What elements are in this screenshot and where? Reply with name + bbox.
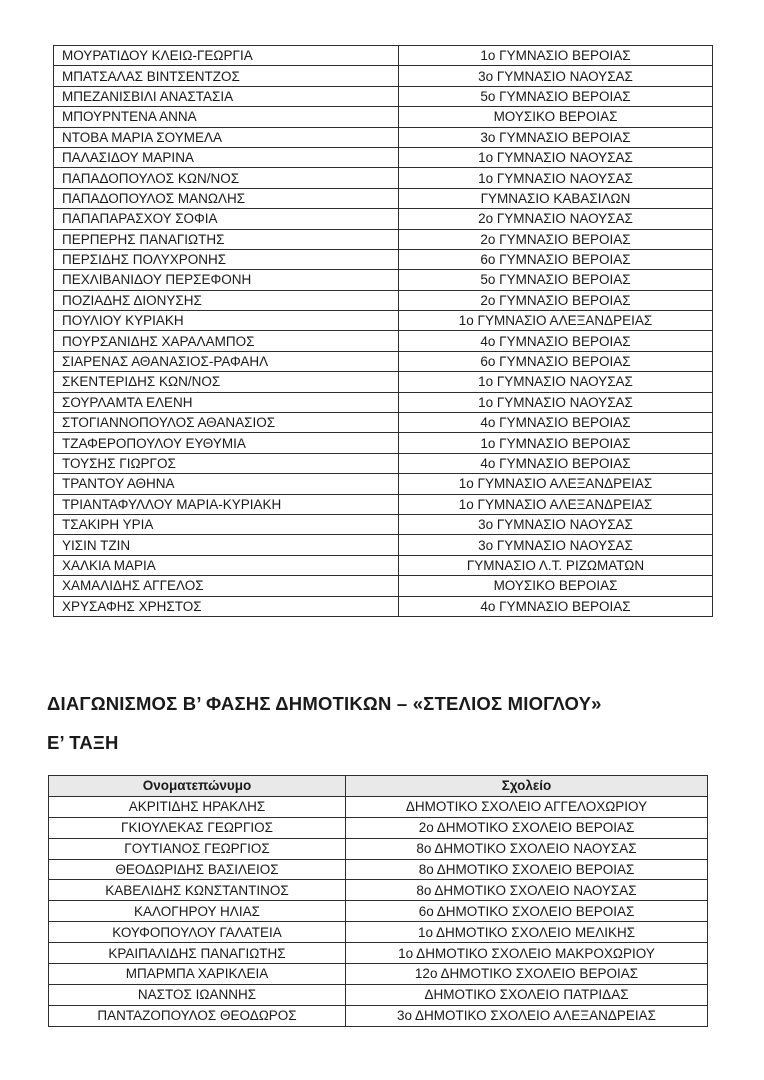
student-name-cell: ΚΡΑΙΠΑΛΙΔΗΣ ΠΑΝΑΓΙΩΤΗΣ — [49, 943, 346, 964]
table-row — [54, 474, 713, 494]
primary-school-results-table — [48, 775, 708, 1027]
gymnasium-results-table — [53, 45, 713, 617]
student-name-cell: ΜΠΕΖΑΝΙΣΒΙΛΙ ΑΝΑΣΤΑΣΙΑ — [54, 86, 399, 106]
student-name-cell: ΓΟΥΤΙΑΝΟΣ ΓΕΩΡΓΙΟΣ — [49, 838, 346, 859]
primary-table-header — [49, 776, 708, 797]
student-name-cell: ΠΑΝΤΑΖΟΠΟΥΛΟΣ ΘΕΟΔΩΡΟΣ — [49, 1005, 346, 1026]
student-name-cell: ΑΚΡΙΤΙΔΗΣ ΗΡΑΚΛΗΣ — [49, 796, 346, 817]
table-row — [54, 229, 713, 249]
table-row — [54, 433, 713, 453]
student-name-cell: ΤΡΑΝΤΟΥ ΑΘΗΝΑ — [54, 474, 399, 494]
student-name-cell: ΜΠΑΡΜΠΑ ΧΑΡΙΚΛΕΙΑ — [49, 964, 346, 985]
table-row — [49, 838, 708, 859]
student-name-cell: ΤΖΑΦΕΡΟΠΟΥΛΟΥ ΕΥΘΥΜΙΑ — [54, 433, 399, 453]
student-name-cell: ΜΠΟΥΡΝΤΕΝΑ ΑΝΝΑ — [54, 107, 399, 127]
table-row — [54, 331, 713, 351]
school-cell: 5ο ΓΥΜΝΑΣΙΟ ΒΕΡΟΙΑΣ — [399, 86, 713, 106]
table-row — [49, 859, 708, 880]
table-row — [54, 494, 713, 514]
student-name-cell: ΧΡΥΣΑΦΗΣ ΧΡΗΣΤΟΣ — [54, 596, 399, 616]
table-row — [49, 796, 708, 817]
school-cell: 8ο ΔΗΜΟΤΙΚΟ ΣΧΟΛΕΙΟ ΒΕΡΟΙΑΣ — [346, 859, 708, 880]
table-row — [54, 188, 713, 208]
header-row — [49, 776, 708, 797]
table-row — [54, 351, 713, 371]
student-name-cell: ΤΣΑΚΙΡΗ ΥΡΙΑ — [54, 514, 399, 534]
table-row — [54, 270, 713, 290]
student-name-cell: ΤΡΙΑΝΤΑΦΥΛΛΟΥ ΜΑΡΙΑ-ΚΥΡΙΑΚΗ — [54, 494, 399, 514]
student-name-cell: ΠΑΠΑΠΑΡΑΣΧΟΥ ΣΟΦΙΑ — [54, 209, 399, 229]
table-row — [54, 66, 713, 86]
table-row — [49, 880, 708, 901]
student-name-cell: ΓΚΙΟΥΛΕΚΑΣ ΓΕΩΡΓΙΟΣ — [49, 817, 346, 838]
school-cell: 1ο ΓΥΜΝΑΣΙΟ ΒΕΡΟΙΑΣ — [399, 433, 713, 453]
student-name-cell: ΠΑΛΑΣΙΔΟΥ ΜΑΡΙΝΑ — [54, 147, 399, 167]
school-cell: 4ο ΓΥΜΝΑΣΙΟ ΒΕΡΟΙΑΣ — [399, 413, 713, 433]
name-column-header: Ονοματεπώνυμο — [49, 776, 346, 797]
school-cell: 2ο ΓΥΜΝΑΣΙΟ ΝΑΟΥΣΑΣ — [399, 209, 713, 229]
student-name-cell: ΠΟΥΛΙΟΥ ΚΥΡΙΑΚΗ — [54, 311, 399, 331]
table-row — [54, 209, 713, 229]
table-row — [54, 46, 713, 66]
student-name-cell: ΣΟΥΡΛΑΜΤΑ ΕΛΕΝΗ — [54, 392, 399, 412]
primary-table-body — [49, 796, 708, 1026]
school-cell: 6ο ΓΥΜΝΑΣΙΟ ΒΕΡΟΙΑΣ — [399, 249, 713, 269]
student-name-cell: ΠΟΥΡΣΑΝΙΔΗΣ ΧΑΡΑΛΑΜΠΟΣ — [54, 331, 399, 351]
student-name-cell: ΥΙΣΙΝ ΤΖΙΝ — [54, 535, 399, 555]
table-row — [54, 311, 713, 331]
school-cell: ΔΗΜΟΤΙΚΟ ΣΧΟΛΕΙΟ ΠΑΤΡΙΔΑΣ — [346, 984, 708, 1005]
school-cell: 12ο ΔΗΜΟΤΙΚΟ ΣΧΟΛΕΙΟ ΒΕΡΟΙΑΣ — [346, 964, 708, 985]
school-cell: ΓΥΜΝΑΣΙΟ ΚΑΒΑΣΙΛΩΝ — [399, 188, 713, 208]
table-row — [49, 964, 708, 985]
student-name-cell: ΝΤΟΒΑ ΜΑΡΙΑ ΣΟΥΜΕΛΑ — [54, 127, 399, 147]
table-row — [54, 147, 713, 167]
school-cell: 3ο ΓΥΜΝΑΣΙΟ ΒΕΡΟΙΑΣ — [399, 127, 713, 147]
table-row — [54, 413, 713, 433]
student-name-cell: ΠΟΖΙΑΔΗΣ ΔΙΟΝΥΣΗΣ — [54, 290, 399, 310]
school-cell: 6ο ΓΥΜΝΑΣΙΟ ΒΕΡΟΙΑΣ — [399, 351, 713, 371]
school-cell: 1ο ΓΥΜΝΑΣΙΟ ΑΛΕΞΑΝΔΡΕΙΑΣ — [399, 474, 713, 494]
table-row — [54, 127, 713, 147]
table-row — [54, 555, 713, 575]
table-row — [54, 372, 713, 392]
student-name-cell: ΚΟΥΦΟΠΟΥΛΟΥ ΓΑΛΑΤΕΙΑ — [49, 922, 346, 943]
school-cell: 8ο ΔΗΜΟΤΙΚΟ ΣΧΟΛΕΙΟ ΝΑΟΥΣΑΣ — [346, 880, 708, 901]
table-row — [54, 514, 713, 534]
school-cell: 3ο ΓΥΜΝΑΣΙΟ ΝΑΟΥΣΑΣ — [399, 66, 713, 86]
table-row — [49, 901, 708, 922]
school-cell: 5ο ΓΥΜΝΑΣΙΟ ΒΕΡΟΙΑΣ — [399, 270, 713, 290]
school-cell: 1ο ΓΥΜΝΑΣΙΟ ΝΑΟΥΣΑΣ — [399, 147, 713, 167]
student-name-cell: ΧΑΛΚΙΑ ΜΑΡΙΑ — [54, 555, 399, 575]
school-cell: 3ο ΓΥΜΝΑΣΙΟ ΝΑΟΥΣΑΣ — [399, 514, 713, 534]
school-cell: 1ο ΔΗΜΟΤΙΚΟ ΣΧΟΛΕΙΟ ΜΑΚΡΟΧΩΡΙΟΥ — [346, 943, 708, 964]
table-row — [54, 576, 713, 596]
student-name-cell: ΣΙΑΡΕΝΑΣ ΑΘΑΝΑΣΙΟΣ-ΡΑΦΑΗΛ — [54, 351, 399, 371]
school-cell: 2ο ΔΗΜΟΤΙΚΟ ΣΧΟΛΕΙΟ ΒΕΡΟΙΑΣ — [346, 817, 708, 838]
table-row — [54, 535, 713, 555]
school-cell: 1ο ΓΥΜΝΑΣΙΟ ΑΛΕΞΑΝΔΡΕΙΑΣ — [399, 494, 713, 514]
table-row — [54, 392, 713, 412]
school-cell: 1ο ΓΥΜΝΑΣΙΟ ΒΕΡΟΙΑΣ — [399, 46, 713, 66]
student-name-cell: ΠΕΡΣΙΔΗΣ ΠΟΛΥΧΡΟΝΗΣ — [54, 249, 399, 269]
school-cell: 1ο ΓΥΜΝΑΣΙΟ ΝΑΟΥΣΑΣ — [399, 372, 713, 392]
school-cell: 1ο ΓΥΜΝΑΣΙΟ ΝΑΟΥΣΑΣ — [399, 168, 713, 188]
school-cell: 1ο ΔΗΜΟΤΙΚΟ ΣΧΟΛΕΙΟ ΜΕΛΙΚΗΣ — [346, 922, 708, 943]
school-cell: 4ο ΓΥΜΝΑΣΙΟ ΒΕΡΟΙΑΣ — [399, 596, 713, 616]
table-row — [49, 817, 708, 838]
school-cell: 3ο ΓΥΜΝΑΣΙΟ ΝΑΟΥΣΑΣ — [399, 535, 713, 555]
school-cell: 3ο ΔΗΜΟΤΙΚΟ ΣΧΟΛΕΙΟ ΑΛΕΞΑΝΔΡΕΙΑΣ — [346, 1005, 708, 1026]
school-cell: 6ο ΔΗΜΟΤΙΚΟ ΣΧΟΛΕΙΟ ΒΕΡΟΙΑΣ — [346, 901, 708, 922]
school-cell: 4ο ΓΥΜΝΑΣΙΟ ΒΕΡΟΙΑΣ — [399, 331, 713, 351]
table-row — [49, 943, 708, 964]
student-name-cell: ΘΕΟΔΩΡΙΔΗΣ ΒΑΣΙΛΕΙΟΣ — [49, 859, 346, 880]
contest-section-title: ΔΙΑΓΩΝΙΣΜΟΣ Β’ ΦΑΣΗΣ ΔΗΜΟΤΙΚΩΝ – «ΣΤΕΛΙΟΣ ΜΙΟΓΛΟΥ» — [47, 693, 602, 714]
school-column-header: Σχολείο — [346, 776, 708, 797]
student-name-cell: ΠΕΧΛΙΒΑΝΙΔΟΥ ΠΕΡΣΕΦΟΝΗ — [54, 270, 399, 290]
school-cell: ΓΥΜΝΑΣΙΟ Λ.Τ. ΡΙΖΩΜΑΤΩΝ — [399, 555, 713, 575]
school-cell: 2ο ΓΥΜΝΑΣΙΟ ΒΕΡΟΙΑΣ — [399, 290, 713, 310]
student-name-cell: ΠΕΡΠΕΡΗΣ ΠΑΝΑΓΙΩΤΗΣ — [54, 229, 399, 249]
table-row — [54, 596, 713, 616]
table-row — [54, 168, 713, 188]
table-row — [54, 107, 713, 127]
student-name-cell: ΜΠΑΤΣΑΛΑΣ ΒΙΝΤΣΕΝΤΖΟΣ — [54, 66, 399, 86]
grade-title: Ε’ ΤΑΞΗ — [47, 732, 119, 753]
school-cell: 1ο ΓΥΜΝΑΣΙΟ ΑΛΕΞΑΝΔΡΕΙΑΣ — [399, 311, 713, 331]
student-name-cell: ΤΟΥΣΗΣ ΓΙΩΡΓΟΣ — [54, 453, 399, 473]
school-cell: ΔΗΜΟΤΙΚΟ ΣΧΟΛΕΙΟ ΑΓΓΕΛΟΧΩΡΙΟΥ — [346, 796, 708, 817]
school-cell: ΜΟΥΣΙΚΟ ΒΕΡΟΙΑΣ — [399, 107, 713, 127]
school-cell: 2ο ΓΥΜΝΑΣΙΟ ΒΕΡΟΙΑΣ — [399, 229, 713, 249]
table-row — [54, 86, 713, 106]
table-row — [54, 290, 713, 310]
student-name-cell: ΧΑΜΑΛΙΔΗΣ ΑΓΓΕΛΟΣ — [54, 576, 399, 596]
student-name-cell: ΣΚΕΝΤΕΡΙΔΗΣ ΚΩΝ/ΝΟΣ — [54, 372, 399, 392]
school-cell: ΜΟΥΣΙΚΟ ΒΕΡΟΙΑΣ — [399, 576, 713, 596]
table-row — [49, 922, 708, 943]
student-name-cell: ΠΑΠΑΔΟΠΟΥΛΟΣ ΜΑΝΩΛΗΣ — [54, 188, 399, 208]
student-name-cell: ΜΟΥΡΑΤΙΔΟΥ ΚΛΕΙΩ-ΓΕΩΡΓΙΑ — [54, 46, 399, 66]
student-name-cell: ΝΑΣΤΟΣ ΙΩΑΝΝΗΣ — [49, 984, 346, 1005]
school-cell: 1ο ΓΥΜΝΑΣΙΟ ΝΑΟΥΣΑΣ — [399, 392, 713, 412]
table-row — [49, 1005, 708, 1026]
gymnasium-table-body — [54, 46, 713, 617]
school-cell: 8ο ΔΗΜΟΤΙΚΟ ΣΧΟΛΕΙΟ ΝΑΟΥΣΑΣ — [346, 838, 708, 859]
student-name-cell: ΠΑΠΑΔΟΠΟΥΛΟΣ ΚΩΝ/ΝΟΣ — [54, 168, 399, 188]
table-row — [54, 453, 713, 473]
school-cell: 4ο ΓΥΜΝΑΣΙΟ ΒΕΡΟΙΑΣ — [399, 453, 713, 473]
student-name-cell: ΚΑΒΕΛΙΔΗΣ ΚΩΝΣΤΑΝΤΙΝΟΣ — [49, 880, 346, 901]
student-name-cell: ΚΑΛΟΓΗΡΟΥ ΗΛΙΑΣ — [49, 901, 346, 922]
table-row — [54, 249, 713, 269]
student-name-cell: ΣΤΟΓΙΑΝΝΟΠΟΥΛΟΣ ΑΘΑΝΑΣΙΟΣ — [54, 413, 399, 433]
table-row — [49, 984, 708, 1005]
